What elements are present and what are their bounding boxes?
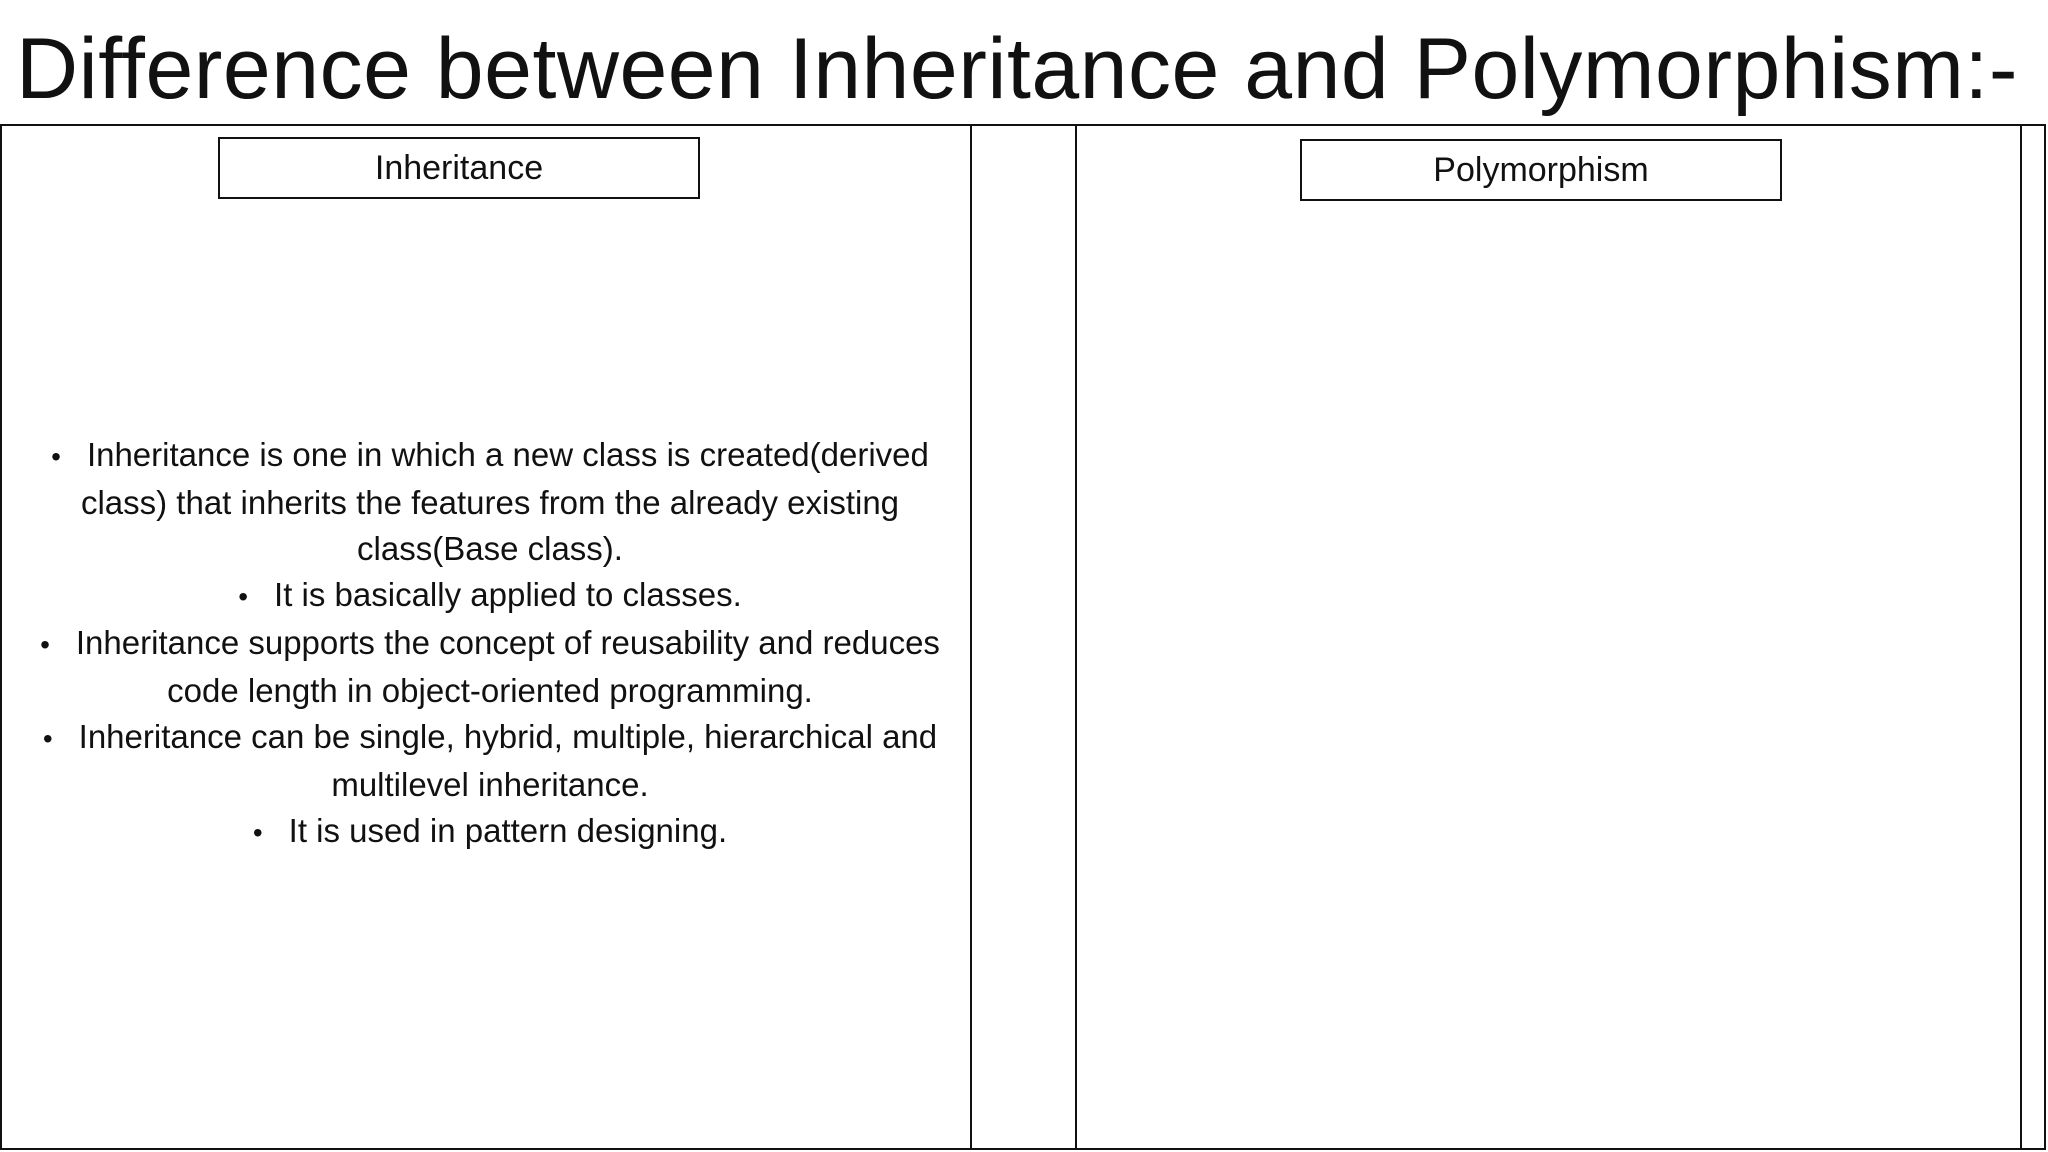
- inheritance-point-text: Inheritance is one in which a new class is created(derived class) that inherits the features from the already existing class(Base class).: [80, 436, 929, 567]
- inheritance-point-text: It is used in pattern designing.: [288, 812, 728, 849]
- column-divider-left: [970, 124, 972, 1150]
- bullet-icon: •: [252, 817, 263, 848]
- bullet-icon: •: [238, 581, 249, 612]
- inheritance-point-text: Inheritance supports the concept of reusability and reduces code length in object-oriented programming.: [75, 624, 940, 709]
- inheritance-point-text: It is basically applied to classes.: [274, 576, 742, 613]
- inheritance-point-text: Inheritance can be single, hybrid, multiple, hierarchical and multilevel inheritance.: [78, 718, 938, 803]
- inheritance-point: [20, 808, 960, 856]
- inheritance-header: Inheritance: [218, 137, 700, 199]
- column-divider-middle: [1075, 124, 1077, 1150]
- inheritance-points-list: [20, 432, 960, 856]
- bullet-icon: •: [42, 723, 53, 754]
- polymorphism-header: Polymorphism: [1300, 139, 1782, 201]
- bullet-icon: •: [40, 629, 50, 660]
- bullet-icon: •: [51, 441, 61, 472]
- slide-title: Difference between Inheritance and Polymorphism:-: [16, 21, 2018, 117]
- inheritance-point: [20, 714, 960, 808]
- inheritance-point: [20, 572, 960, 620]
- inheritance-point: [20, 432, 960, 572]
- inheritance-point: [20, 620, 960, 714]
- column-divider-right: [2020, 124, 2022, 1150]
